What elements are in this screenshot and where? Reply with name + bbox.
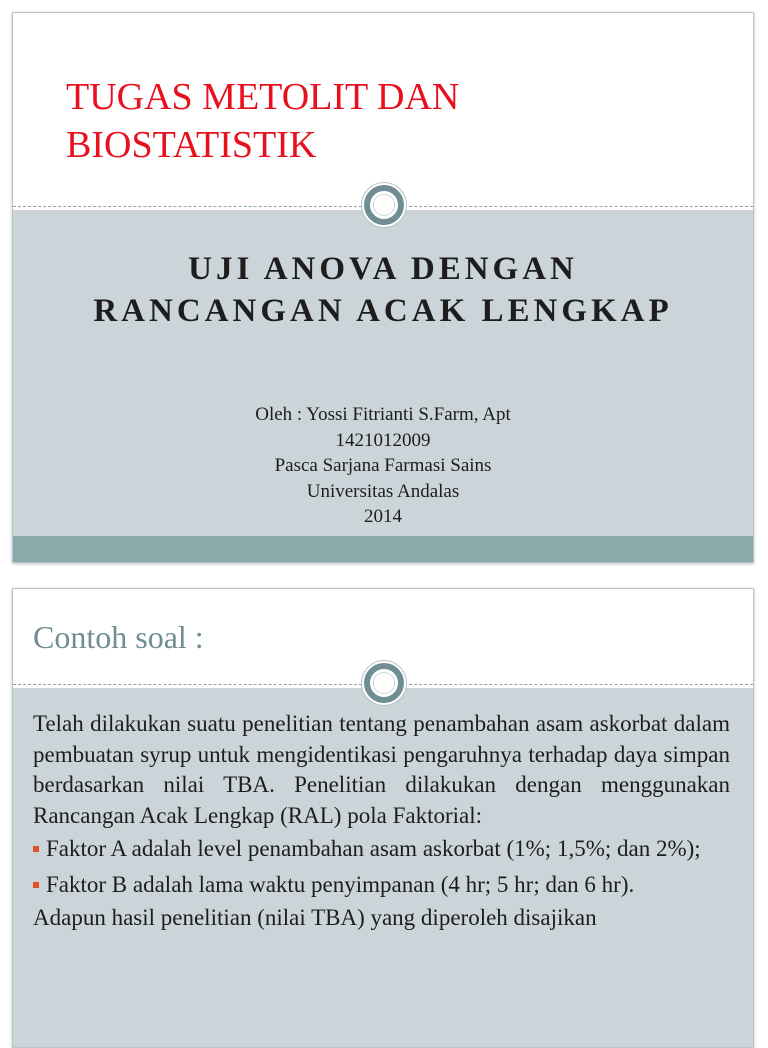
intro-paragraph: Telah dilakukan suatu penelitian tentang penambahan asam askorbat dalam pembuatan syrup untuk mengidentikasi pengaruhnya terhadap daya simpan berdasarkan nilai TBA. Penelitian dilakukan dengan menggunakan Rancangan Acak Lengkap (RAL) pola Faktorial:: [33, 711, 730, 828]
slide-body: [33, 709, 730, 934]
slide-subtitle-line: UJI ANOVA DENGAN: [188, 251, 578, 287]
slide-subtitle-line: RANCANGAN ACAK LENGKAP: [93, 293, 673, 329]
program: Pasca Sarjana Farmasi Sains: [274, 455, 492, 476]
slide-title: Contoh soal :: [33, 619, 204, 655]
slide-title-line: BIOSTATISTIK: [66, 124, 317, 166]
ring-ornament-icon: [364, 663, 404, 703]
university: Universitas Andalas: [306, 480, 460, 502]
slide-title-line: TUGAS METOLIT DAN: [66, 76, 460, 118]
ring-ornament-icon: [364, 185, 404, 225]
bullet-item: [33, 870, 730, 901]
example-slide: [12, 588, 754, 1048]
author-info: [13, 402, 753, 530]
bullet-square-icon: [33, 882, 39, 888]
year: 2014: [364, 506, 402, 527]
bullet-square-icon: [33, 846, 39, 852]
author-name: Oleh : Yossi Fitrianti S.Farm, Apt: [255, 404, 511, 425]
bullet-text: Faktor B adalah lama waktu penyimpanan (4 hr; 5 hr; dan 6 hr).: [46, 871, 635, 897]
bullet-text: Faktor A adalah level penambahan asam askorbat (1%; 1,5%; dan 2%);: [46, 836, 701, 861]
student-id: 1421012009: [335, 429, 431, 451]
closing-paragraph: Adapun hasil penelitian (nilai TBA) yang diperoleh disajikan: [33, 905, 597, 930]
bullet-item: [33, 834, 730, 865]
slide-title: [66, 73, 666, 169]
footer-band: [13, 536, 753, 563]
title-slide: [12, 12, 754, 563]
slide-subtitle: [13, 248, 753, 332]
